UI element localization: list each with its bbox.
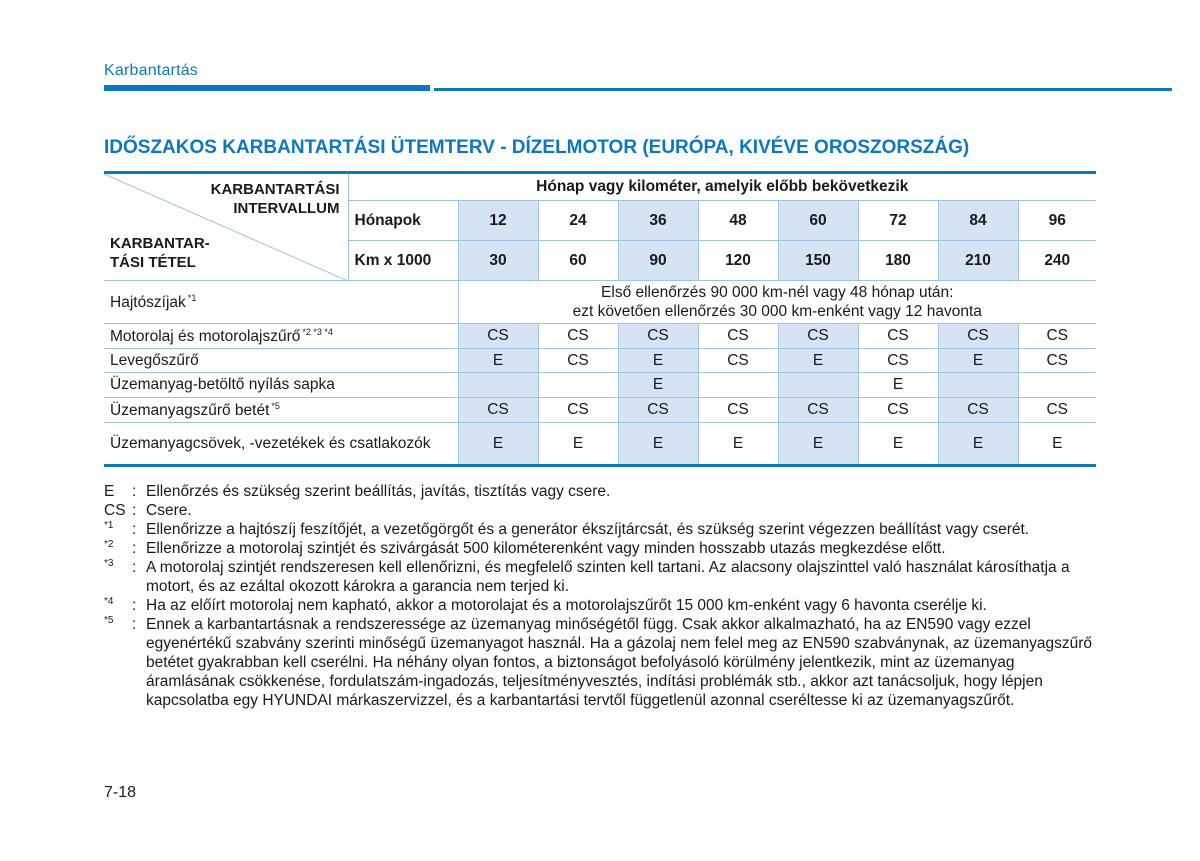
- note-item: [104, 520, 1104, 539]
- schedule-value-cell: CS: [618, 324, 698, 349]
- schedule-value-cell: E: [458, 349, 538, 373]
- note-text: A motorolaj szintjét rendszeresen kell ellenőrizni, és megfelelő szinten kell tartani. Az alacsony olajszinttel való használat károsíthatja a motort, és az ezáltal okozott károkra a garancia nem terjed ki.: [146, 559, 1070, 595]
- schedule-value-cell: CS: [938, 324, 1018, 349]
- note-colon: :: [132, 521, 137, 538]
- header-rule-thick: [104, 85, 430, 91]
- item-name-cell: Levegőszűrő: [104, 349, 458, 373]
- schedule-value-cell: E: [938, 349, 1018, 373]
- schedule-value-cell: [698, 373, 778, 398]
- header-rule-thin: [434, 88, 1172, 91]
- schedule-value-cell: [778, 373, 858, 398]
- schedule-value-cell: E: [778, 349, 858, 373]
- note-mark: *3: [104, 558, 114, 569]
- table-row: [104, 373, 1096, 398]
- schedule-value-cell: CS: [778, 324, 858, 349]
- note-mark: E: [104, 483, 115, 500]
- month-cell: 72: [858, 201, 938, 241]
- schedule-value-cell: E: [858, 423, 938, 466]
- item-name-cell: Motorolaj és motorolajszűrő $^{*2 *3 *4}$: [104, 324, 458, 349]
- km-cell: 90: [618, 241, 698, 281]
- table-row: [104, 349, 1096, 373]
- maintenance-schedule-table: [104, 171, 1096, 467]
- schedule-value-cell: E: [938, 423, 1018, 466]
- note-text: Ellenőrizze a motorolaj szintjét és szivárgását 500 kilométerenként vagy minden hosszabb utazás megkezdése előtt.: [146, 540, 946, 557]
- note-item: [104, 482, 1104, 501]
- note-item: [104, 558, 1104, 596]
- schedule-value-cell: CS: [618, 398, 698, 423]
- schedule-value-cell: CS: [538, 398, 618, 423]
- schedule-value-cell: CS: [458, 398, 538, 423]
- schedule-value-cell: [938, 373, 1018, 398]
- schedule-value-cell: E: [1018, 423, 1096, 466]
- item-name-cell: Üzemanyagszűrő betét $^{*5}$: [104, 398, 458, 423]
- item-name-cell: Üzemanyag-betöltő nyílás sapka: [104, 373, 458, 398]
- schedule-value-cell: [538, 373, 618, 398]
- page-number: 7-18: [104, 784, 137, 801]
- item-header: KARBANTAR- TÁSI TÉTEL: [110, 235, 210, 271]
- schedule-value-cell: CS: [698, 324, 778, 349]
- schedule-value-cell: CS: [538, 349, 618, 373]
- schedule-value-cell: E: [858, 373, 938, 398]
- months-label: Hónapok: [348, 201, 458, 241]
- schedule-value-cell: CS: [698, 398, 778, 423]
- note-colon: :: [132, 559, 137, 576]
- schedule-value-cell: CS: [698, 349, 778, 373]
- note-text: Ha az előírt motorolaj nem kapható, akkor a motorolajat és a motorolajszűrőt 15 000 km-enként vagy 6 havonta cserélje ki.: [146, 597, 987, 614]
- month-cell: 36: [618, 201, 698, 241]
- note-mark: CS: [104, 502, 126, 519]
- schedule-value-cell: CS: [1018, 349, 1096, 373]
- merged-interval-cell: Első ellenőrzés 90 000 km-nél vagy 48 hónap után: ezt követően ellenőrzés 30 000 km-enként vagy 12 havonta: [458, 281, 1096, 324]
- schedule-value-cell: CS: [778, 398, 858, 423]
- footnote-ref: *2 *3 *4: [302, 326, 333, 337]
- note-mark: *4: [104, 596, 114, 607]
- legend-notes: [104, 482, 1104, 710]
- schedule-value-cell: CS: [538, 324, 618, 349]
- month-cell: 60: [778, 201, 858, 241]
- schedule-value-cell: [1018, 373, 1096, 398]
- km-cell: 180: [858, 241, 938, 281]
- month-cell: 48: [698, 201, 778, 241]
- km-cell: 120: [698, 241, 778, 281]
- note-colon: :: [132, 483, 137, 500]
- note-colon: :: [132, 597, 137, 614]
- note-colon: :: [132, 616, 137, 633]
- table-row: [104, 398, 1096, 423]
- km-cell: 30: [458, 241, 538, 281]
- schedule-value-cell: CS: [858, 324, 938, 349]
- schedule-value-cell: E: [618, 349, 698, 373]
- note-colon: :: [132, 540, 137, 557]
- month-cell: 96: [1018, 201, 1096, 241]
- note-mark: *5: [104, 615, 114, 626]
- schedule-value-cell: CS: [1018, 398, 1096, 423]
- schedule-value-cell: [458, 373, 538, 398]
- page-title: IDŐSZAKOS KARBANTARTÁSI ÜTEMTERV - DÍZELMOTOR (EURÓPA, KIVÉVE OROSZORSZÁG): [104, 137, 970, 158]
- span-header: Hónap vagy kilométer, amelyik előbb bekövetkezik: [348, 173, 1096, 201]
- note-text: Csere.: [146, 502, 192, 519]
- schedule-value-cell: E: [778, 423, 858, 466]
- note-mark: *2: [104, 539, 114, 550]
- note-colon: :: [132, 502, 137, 519]
- corner-header-cell: [104, 173, 348, 281]
- km-cell: 60: [538, 241, 618, 281]
- section-label: Karbantartás: [104, 62, 199, 79]
- km-cell: 210: [938, 241, 1018, 281]
- month-cell: 24: [538, 201, 618, 241]
- table-row: [104, 281, 1096, 324]
- schedule-value-cell: CS: [1018, 324, 1096, 349]
- schedule-value-cell: CS: [458, 324, 538, 349]
- schedule-value-cell: E: [538, 423, 618, 466]
- month-cell: 84: [938, 201, 1018, 241]
- month-cell: 12: [458, 201, 538, 241]
- schedule-value-cell: E: [618, 373, 698, 398]
- item-name-cell: Üzemanyagcsövek, -vezetékek és csatlakozók: [104, 423, 458, 466]
- note-text: Ellenőrizze a hajtószíj feszítőjét, a vezetőgörgőt és a generátor ékszíjtárcsát, és szükség szerint végezzen beállítást vagy cserét.: [146, 521, 1030, 538]
- schedule-value-cell: E: [698, 423, 778, 466]
- note-text: Ellenőrzés és szükség szerint beállítás, javítás, tisztítás vagy csere.: [146, 483, 611, 500]
- footnote-ref: *1: [187, 292, 197, 303]
- km-cell: 150: [778, 241, 858, 281]
- note-item: [104, 596, 1104, 615]
- schedule-value-cell: E: [618, 423, 698, 466]
- footnote-ref: *5: [271, 400, 280, 411]
- item-name-cell: Hajtószíjak $^{*1}$: [104, 281, 458, 324]
- note-text: Ennek a karbantartásnak a rendszeressége az üzemanyag minőségétől függ. Csak akkor alkalmazható, ha az EN590 vagy ezzel egyenértékű szabvány szerinti minőségű üzemanyagot használ. Ha a gázolaj nem felel meg az EN590 szabványnak, az üzemanyagszűrő betétet gyakrabban kell cserélni. Ha néhány olyan fontos, a biztonságot befolyásoló körülmény jelentkezik, mint az üzemanyag áramlásának csökkenése, fordulatszám-ingadozás, teljesítményvesztés, indítási problémák stb., akkor azt tanácsoljuk, hogy lépjen kapcsolatba egy HYUNDAI márkaszervizzel, és a karbantartási tervtől függetlenül azonnal cseréltesse ki az üzemanyagszűrőt.: [146, 616, 1093, 709]
- note-item: [104, 539, 1104, 558]
- interval-header: KARBANTARTÁSI INTERVALLUM: [210, 181, 340, 217]
- schedule-value-cell: CS: [938, 398, 1018, 423]
- note-mark: *1: [104, 520, 114, 531]
- schedule-value-cell: CS: [858, 349, 938, 373]
- km-cell: 240: [1018, 241, 1096, 281]
- schedule-value-cell: CS: [858, 398, 938, 423]
- table-row: [104, 324, 1096, 349]
- schedule-value-cell: E: [458, 423, 538, 466]
- table-row: [104, 423, 1096, 466]
- note-item: [104, 501, 1104, 520]
- km-label: Km x 1000: [348, 241, 458, 281]
- note-item: [104, 615, 1104, 710]
